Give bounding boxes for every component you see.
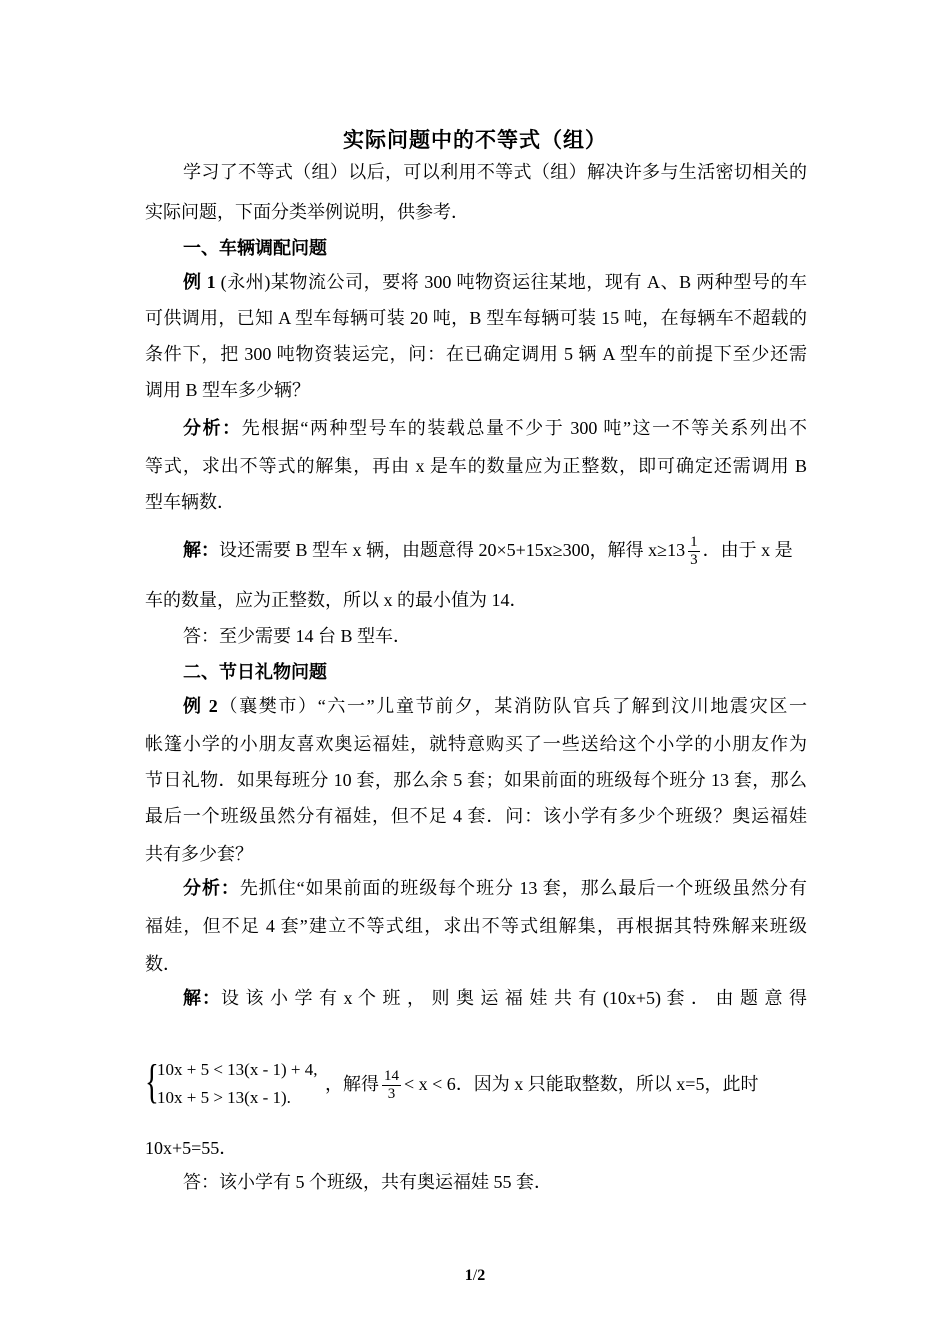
example2-label: 例 2 bbox=[183, 696, 218, 716]
answer1: 答：至少需要 14 台 B 型车． bbox=[183, 626, 412, 646]
system-inequality-2: 10x + 5 > 13(x - 1). bbox=[157, 1088, 291, 1107]
analysis1-line-2: 等式，求出不等式的解集，再由 x 是车的数量应为正整数，即可确定还需调用 B bbox=[145, 456, 807, 476]
example2-line-5: 共有多少套？ bbox=[145, 844, 253, 864]
page-total: 2 bbox=[477, 1267, 486, 1284]
example1-line-1 bbox=[183, 270, 807, 294]
intro-line-1: 学习了不等式（组）以后，可以利用不等式（组）解决许多与生活密切相关的 bbox=[183, 162, 807, 182]
example2-line-4: 最后一个班级虽然分有福娃，但不足 4 套．问：该小学有多少个班级？奥运福娃 bbox=[145, 806, 807, 826]
solution1-fraction bbox=[688, 534, 700, 569]
solution2-text: 设 该 小 学 有 x 个 班 ， 则 奥 运 福 娃 共 有 (10x+5) 套 ． 由 题 意 得 bbox=[221, 988, 808, 1008]
solve-frac-den: 3 bbox=[387, 1086, 396, 1103]
solve-fraction bbox=[382, 1068, 401, 1103]
solution1-frac-den: 3 bbox=[690, 552, 698, 569]
example2-line-3: 节日礼物．如果每班分 10 套，那么余 5 套；如果前面的班级每个班分 13 套，那么 bbox=[145, 770, 807, 790]
solve-tail: ．因为 x 只能取整数，所以 x=5，此时 bbox=[455, 1074, 759, 1094]
example1-line-4: 调用 B 型车多少辆？ bbox=[145, 380, 311, 400]
example2-text-1: （襄樊市）“六一”儿童节前夕，某消防队官兵了解到汶川地震灾区一 bbox=[217, 696, 807, 716]
analysis2-label: 分析： bbox=[183, 878, 240, 898]
analysis1-line-1 bbox=[183, 416, 807, 440]
analysis2-text-1: 先抓住“如果前面的班级每个班分 13 套，那么最后一个班级虽然分有 bbox=[239, 878, 807, 898]
analysis1-line-3: 型车辆数． bbox=[145, 492, 235, 512]
analysis1-text-1: 先根据“两种型号车的装载总量不少于 300 吨”这一不等关系列出不 bbox=[241, 418, 808, 438]
solution1-text: 设还需要 B 型车 x 辆，由题意得 20×5+15x≥300，解得 x≥13 bbox=[219, 540, 686, 560]
solution1-line-1 bbox=[183, 530, 807, 570]
analysis2-line-2: 福娃，但不足 4 套”建立不等式组，求出不等式组解集，再根据其特殊解来班级 bbox=[145, 916, 807, 936]
solve-prefix: ，解得 bbox=[325, 1074, 379, 1094]
example2-line-2: 帐篷小学的小朋友喜欢奥运福娃，就特意购买了一些送给这个小学的小朋友作为 bbox=[145, 734, 807, 754]
intro-line-2: 实际问题，下面分类举例说明，供参考． bbox=[145, 202, 469, 222]
solution1-label: 解： bbox=[183, 540, 219, 560]
example1-line-2: 可供调用，已知 A 型车每辆可装 20 吨，B 型车每辆可装 15 吨，在每辆车不超载的 bbox=[145, 308, 807, 328]
page-number bbox=[0, 1267, 950, 1285]
solution2-solve-line bbox=[325, 1064, 807, 1104]
example1-label: 例 1 bbox=[183, 272, 216, 292]
solution2-label: 解： bbox=[183, 988, 221, 1008]
left-brace: { bbox=[145, 1055, 159, 1108]
solution1-line-2: 车的数量，应为正整数，所以 x 的最小值为 14． bbox=[145, 590, 528, 610]
analysis1-label: 分析： bbox=[183, 418, 242, 438]
solve-frac-num: 14 bbox=[384, 1068, 399, 1085]
analysis2-line-3: 数． bbox=[145, 954, 181, 974]
solve-inequality: < x < 6 bbox=[404, 1074, 456, 1094]
example1-line-3: 条件下，把 300 吨物资装运完，问：在已确定调用 5 辆 A 型车的前提下至少还需 bbox=[145, 344, 807, 364]
example1-text-1: (永州)某物流公司，要将 300 吨物资运往某地，现有 A、B 两种型号的车 bbox=[215, 272, 808, 292]
solution1-tail: ．由于 x 是 bbox=[702, 540, 793, 560]
section1-heading: 一、车辆调配问题 bbox=[183, 238, 327, 258]
system-inequality-1: 10x + 5 < 13(x - 1) + 4, bbox=[157, 1060, 318, 1079]
page-separator: / bbox=[472, 1267, 478, 1284]
example2-line-1 bbox=[183, 694, 807, 718]
solution1-frac-num: 1 bbox=[690, 534, 698, 551]
answer2: 答：该小学有 5 个班级，共有奥运福娃 55 套． bbox=[183, 1172, 552, 1192]
analysis2-line-1 bbox=[183, 876, 807, 900]
page-current: 1 bbox=[464, 1267, 473, 1284]
solution2-line-1 bbox=[183, 986, 807, 1010]
page-title: 实际问题中的不等式（组） bbox=[343, 128, 607, 152]
solution2-line-3: 10x+5=55． bbox=[145, 1138, 238, 1158]
section2-heading: 二、节日礼物问题 bbox=[183, 662, 327, 682]
inequality-system bbox=[145, 1055, 345, 1113]
